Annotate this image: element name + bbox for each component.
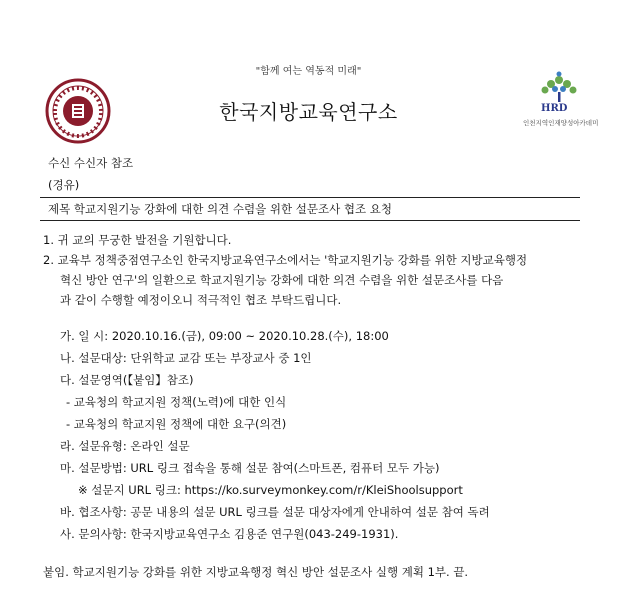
body-item-2-line-3: 과 같이 수행할 예정이오니 적극적인 협조 부탁드립니다.	[60, 293, 342, 307]
detail-type: 라. 설문유형: 온라인 설문	[60, 439, 190, 453]
via-line: (경유)	[48, 178, 80, 192]
detail-target: 나. 설문대상: 단위학교 교감 또는 부장교사 중 1인	[60, 351, 312, 365]
recipient-line: 수신 수신자 참조	[48, 156, 134, 170]
organization-title: 한국지방교육연구소	[219, 100, 398, 124]
detail-cooperation: 바. 협조사항: 공문 내용의 설문 URL 링크를 설문 대상자에게 안내하여 설문 참여 독려	[60, 505, 490, 519]
divider-top	[40, 197, 580, 198]
body-item-1: 1. 귀 교의 무궁한 발전을 기원합니다.	[43, 233, 232, 247]
detail-area-sub-2: - 교육청의 학교지원 정책에 대한 요구(의견)	[66, 417, 287, 431]
hrd-letters: HRD	[541, 103, 568, 114]
body-item-2-line-2: 혁신 방안 연구'의 일환으로 학교지원기능 강화에 대한 의견 수렴을 위한 설문조사를 다음	[60, 273, 504, 287]
detail-date: 가. 일 시: 2020.10.16.(금), 09:00 ~ 2020.10.28.(수), 18:00	[60, 329, 389, 343]
survey-url-link[interactable]: ※ 설문지 URL 링크: https://ko.surveymonkey.com/r/KleiShoolsupport	[78, 483, 463, 497]
attachment-line: 붙임. 학교지원기능 강화를 위한 지방교육행정 혁신 방안 설문조사 실행 계획 1부. 끝.	[43, 565, 469, 579]
divider-bottom	[40, 220, 580, 221]
detail-method: 마. 설문방법: URL 링크 접속을 통해 설문 참여(스마트폰, 컴퓨터 모두 가능)	[60, 461, 440, 475]
hrd-caption: 인천지역인재양성아카데미	[523, 119, 599, 127]
tree-icon	[523, 70, 595, 106]
subject-line: 제목 학교지원기능 강화에 대한 의견 수렴을 위한 설문조사 협조 요청	[48, 202, 392, 216]
detail-contact: 사. 문의사항: 한국지방교육연구소 김용준 연구원(043-249-1931).	[60, 527, 399, 541]
body-item-2-line-1: 2. 교육부 정책중점연구소인 한국지방교육연구소에서는 '학교지원기능 강화를 위한 지방교육행정	[43, 253, 528, 267]
slogan: "함께 여는 역동적 미래"	[255, 66, 362, 77]
detail-area-sub-1: - 교육청의 학교지원 정책(노력)에 대한 인식	[66, 395, 287, 409]
detail-area: 다. 설문영역(【붙임】참조)	[60, 373, 194, 387]
hrd-logo	[523, 70, 599, 138]
